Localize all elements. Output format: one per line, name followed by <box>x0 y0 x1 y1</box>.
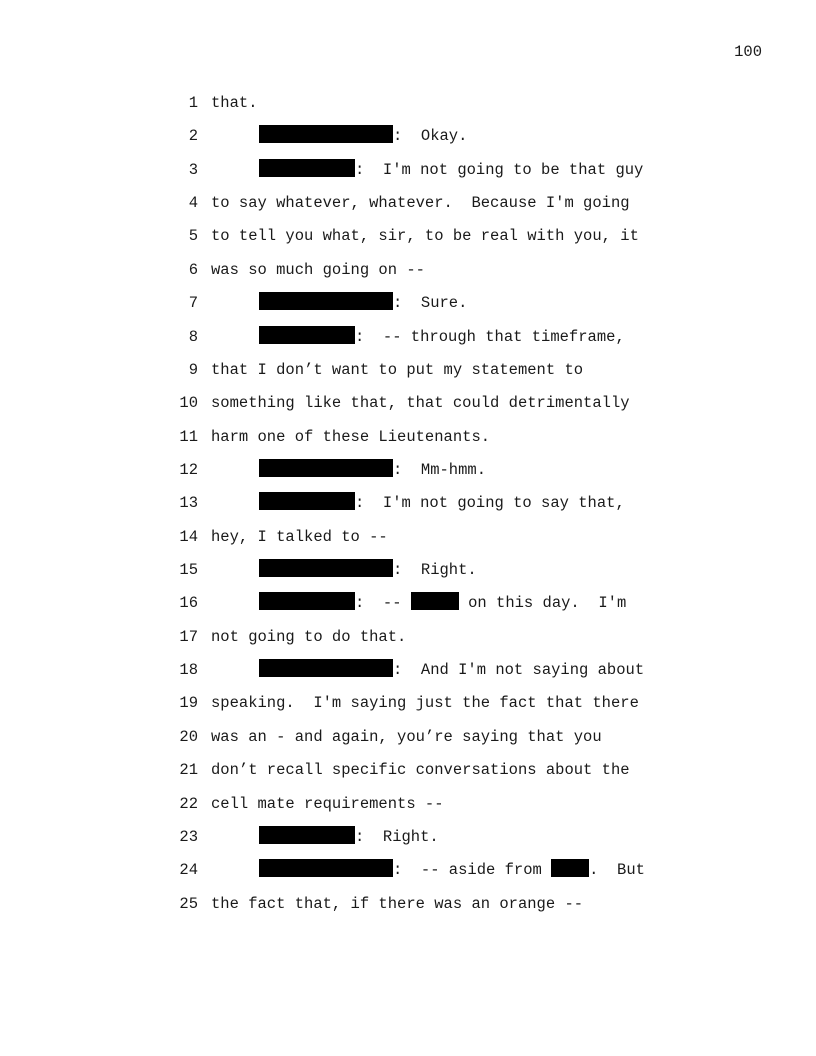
line-number: 19 <box>179 694 198 713</box>
speaker-text: : Sure. <box>393 294 468 313</box>
speaker-turn <box>259 321 625 354</box>
transcript-line <box>0 854 816 887</box>
line-text: something like that, that could detrimentally <box>211 394 630 413</box>
transcript-line <box>0 487 816 520</box>
redacted-speaker-name <box>259 326 355 344</box>
redacted-speaker-name <box>259 859 393 877</box>
speaker-turn <box>259 554 477 587</box>
line-number: 20 <box>179 727 198 746</box>
line-text: don’t recall specific conversations about the <box>211 761 630 780</box>
line-text: hey, I talked to -- <box>211 527 388 546</box>
line-text: not going to do that. <box>211 627 407 646</box>
speaker-turn <box>259 287 467 320</box>
line-number: 4 <box>188 194 198 213</box>
redacted-name <box>411 592 459 610</box>
line-number: 15 <box>179 561 198 580</box>
line-number: 2 <box>188 127 198 146</box>
redacted-speaker-name <box>259 159 355 177</box>
speaker-text: : Okay. <box>393 127 468 146</box>
transcript-line <box>0 621 816 654</box>
line-number: 3 <box>188 160 198 179</box>
transcript-line <box>0 654 816 687</box>
line-number: 1 <box>188 94 198 112</box>
transcript-line <box>0 888 816 921</box>
transcript-line <box>0 154 816 187</box>
speaker-turn <box>259 154 643 187</box>
line-number: 9 <box>188 360 198 379</box>
transcript-line <box>0 287 816 320</box>
line-number: 13 <box>179 494 198 513</box>
transcript-line <box>0 421 816 454</box>
transcript-line <box>0 354 816 387</box>
line-text: was an - and again, you’re saying that you <box>211 727 602 746</box>
line-number: 17 <box>179 627 198 646</box>
speaker-text: : Right. <box>393 561 477 580</box>
transcript-line <box>0 254 816 287</box>
transcript-line <box>0 220 816 253</box>
redacted-speaker-name <box>259 492 355 510</box>
speaker-turn <box>259 854 645 887</box>
speaker-text: : Right. <box>355 827 439 846</box>
page-number: 100 <box>734 43 762 61</box>
speaker-turn <box>259 120 467 153</box>
line-number: 16 <box>179 594 198 613</box>
transcript-line <box>0 587 816 620</box>
line-text: harm one of these Lieutenants. <box>211 427 491 446</box>
line-number: 5 <box>188 227 198 246</box>
speaker-turn <box>259 654 644 687</box>
redacted-speaker-name <box>259 592 355 610</box>
speaker-turn <box>259 587 626 620</box>
transcript-line <box>0 87 816 120</box>
speaker-text-continued: . But <box>589 861 645 880</box>
line-text: the fact that, if there was an orange -- <box>211 894 584 913</box>
transcript-line <box>0 687 816 720</box>
transcript-line <box>0 754 816 787</box>
line-number: 21 <box>179 761 198 780</box>
transcript-line <box>0 721 816 754</box>
transcript-line <box>0 554 816 587</box>
redacted-speaker-name <box>259 559 393 577</box>
transcript-body <box>0 87 816 921</box>
line-text: that I don’t want to put my statement to <box>211 360 584 379</box>
line-number: 12 <box>179 460 198 479</box>
speaker-text: : -- <box>355 594 411 613</box>
redacted-speaker-name <box>259 826 355 844</box>
line-text: cell mate requirements -- <box>211 794 444 813</box>
line-number: 25 <box>179 894 198 913</box>
transcript-line <box>0 387 816 420</box>
transcript-line <box>0 788 816 821</box>
speaker-text: : I'm not going to say that, <box>355 494 625 513</box>
speaker-text: : I'm not going to be that guy <box>355 160 644 179</box>
line-text: to tell you what, sir, to be real with you, it <box>211 227 639 246</box>
line-text: that. <box>211 94 258 112</box>
speaker-text: : -- aside from <box>393 861 552 880</box>
speaker-text: : -- through that timeframe, <box>355 327 625 346</box>
transcript-line <box>0 454 816 487</box>
transcript-line <box>0 120 816 153</box>
redacted-speaker-name <box>259 125 393 143</box>
line-number: 24 <box>179 861 198 880</box>
line-text: speaking. I'm saying just the fact that there <box>211 694 639 713</box>
line-number: 18 <box>179 661 198 680</box>
redacted-speaker-name <box>259 292 393 310</box>
speaker-text-continued: on this day. I'm <box>458 594 627 613</box>
line-number: 10 <box>179 394 198 413</box>
line-number: 11 <box>179 427 198 446</box>
line-text: was so much going on -- <box>211 260 425 279</box>
redacted-speaker-name <box>259 459 393 477</box>
line-number: 7 <box>188 294 198 313</box>
transcript-line <box>0 821 816 854</box>
speaker-turn <box>259 821 439 854</box>
line-number: 14 <box>179 527 198 546</box>
speaker-text: : And I'm not saying about <box>393 661 645 680</box>
speaker-turn <box>259 454 486 487</box>
speaker-turn <box>259 487 625 520</box>
line-text: to say whatever, whatever. Because I'm going <box>211 194 630 213</box>
line-number: 6 <box>188 260 198 279</box>
transcript-line <box>0 321 816 354</box>
line-number: 23 <box>179 827 198 846</box>
line-number: 22 <box>179 794 198 813</box>
redacted-name <box>551 859 589 877</box>
speaker-text: : Mm-hmm. <box>393 460 487 479</box>
line-number: 8 <box>188 327 198 346</box>
transcript-line <box>0 187 816 220</box>
transcript-line <box>0 521 816 554</box>
redacted-speaker-name <box>259 659 393 677</box>
